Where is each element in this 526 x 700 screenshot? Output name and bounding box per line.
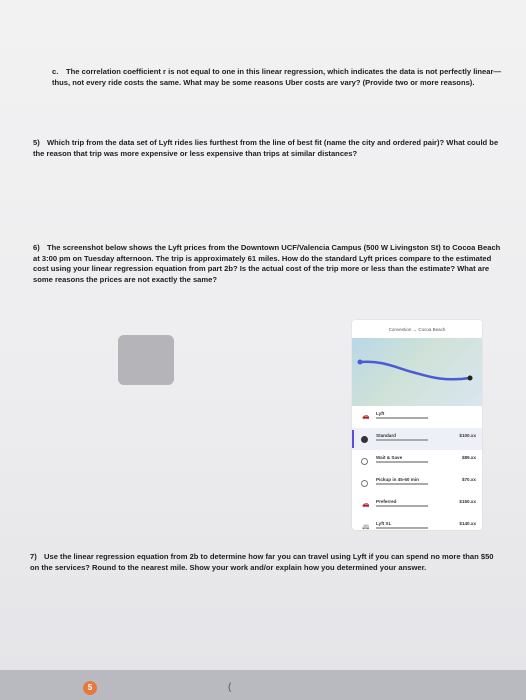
- ride-subtitle-bar: [376, 483, 428, 485]
- glare-overlay: [118, 335, 174, 385]
- radio-icon: [361, 480, 368, 487]
- question-5: [33, 138, 503, 159]
- ride-price: $140.xx: [459, 521, 476, 526]
- question-number: c.: [52, 67, 59, 76]
- bottom-edge: [0, 670, 526, 700]
- question-6: [33, 243, 503, 285]
- question-text: The screenshot below shows the Lyft prices from the Downtown UCF/Valencia Campus (500 W Livingston St) to Cocoa Beach at 3:00 pm on Tuesday afternoon. The trip is approximately 61 miles. How do the standard Lyft prices compare to the estimated cost using your linear regression equation from part 2b? Is the actual cost of the trip more or less than the estimate? What are some reasons the prices are not exactly the same?: [33, 243, 501, 284]
- ride-option-preferred[interactable]: [352, 494, 482, 516]
- ride-subtitle-bar: [376, 439, 428, 441]
- route-bar: Convention → Cocoa Beach: [352, 320, 482, 340]
- ride-subtitle-bar: [376, 461, 428, 463]
- partial-mark: (: [228, 682, 232, 693]
- ride-title: Lyft XL: [376, 521, 392, 526]
- car-icon: 🚗: [362, 414, 370, 420]
- ride-title: Preferred: [376, 499, 397, 504]
- question-text: Which trip from the data set of Lyft rides lies furthest from the line of best fit (name the city and ordered pair)? What could be the reason that trip was more expensive or less expensive than trips at similar distances?: [33, 138, 499, 158]
- ride-subtitle-bar: [376, 505, 428, 507]
- ride-option-wait-save[interactable]: [352, 450, 482, 472]
- ride-title: Pickup in 45-60 min: [376, 477, 419, 482]
- ride-option-standard[interactable]: [352, 428, 482, 450]
- car-icon: 🚐: [362, 524, 370, 530]
- radio-icon: [361, 458, 368, 465]
- ride-price: $89.xx: [461, 455, 476, 460]
- question-text: The correlation coefficient r is not equal to one in this linear regression, which indicates the data is not perfectly linear—thus, not every ride costs the same. What may be some reasons Uber costs are vary? (Provide two or more reasons).: [52, 67, 502, 87]
- ride-option-pickup[interactable]: [352, 472, 482, 494]
- page-number-badge: 5: [83, 681, 97, 695]
- ride-price: $150.xx: [459, 499, 476, 504]
- ride-price: $100.xx: [459, 433, 476, 438]
- ride-option-lyft[interactable]: [352, 406, 482, 428]
- ride-price: $70.xx: [461, 477, 476, 482]
- ride-title: Standard: [376, 433, 396, 438]
- ride-title: Lyft: [376, 411, 385, 416]
- lyft-price-screenshot: [352, 320, 482, 530]
- route-map: [352, 338, 482, 406]
- question-number: 7): [30, 552, 37, 561]
- question-c: [52, 67, 507, 88]
- question-text: Use the linear regression equation from 2b to determine how far you can travel using Lyft if you can spend no more than $50 on the services? Round to the nearest mile. Show your work and/or explain how you determined your answer.: [30, 552, 494, 572]
- question-number: 6): [33, 243, 40, 252]
- ride-options-list: [352, 406, 482, 530]
- car-icon: 🚗: [362, 502, 370, 508]
- question-7: [30, 552, 500, 573]
- ride-title: Wait & Save: [376, 455, 403, 460]
- question-number: 5): [33, 138, 40, 147]
- ride-subtitle-bar: [376, 527, 428, 529]
- ride-option-lyft-xl[interactable]: [352, 516, 482, 530]
- ride-subtitle-bar: [376, 417, 428, 419]
- radio-selected-icon: [361, 436, 368, 443]
- route-line-icon: [352, 338, 482, 406]
